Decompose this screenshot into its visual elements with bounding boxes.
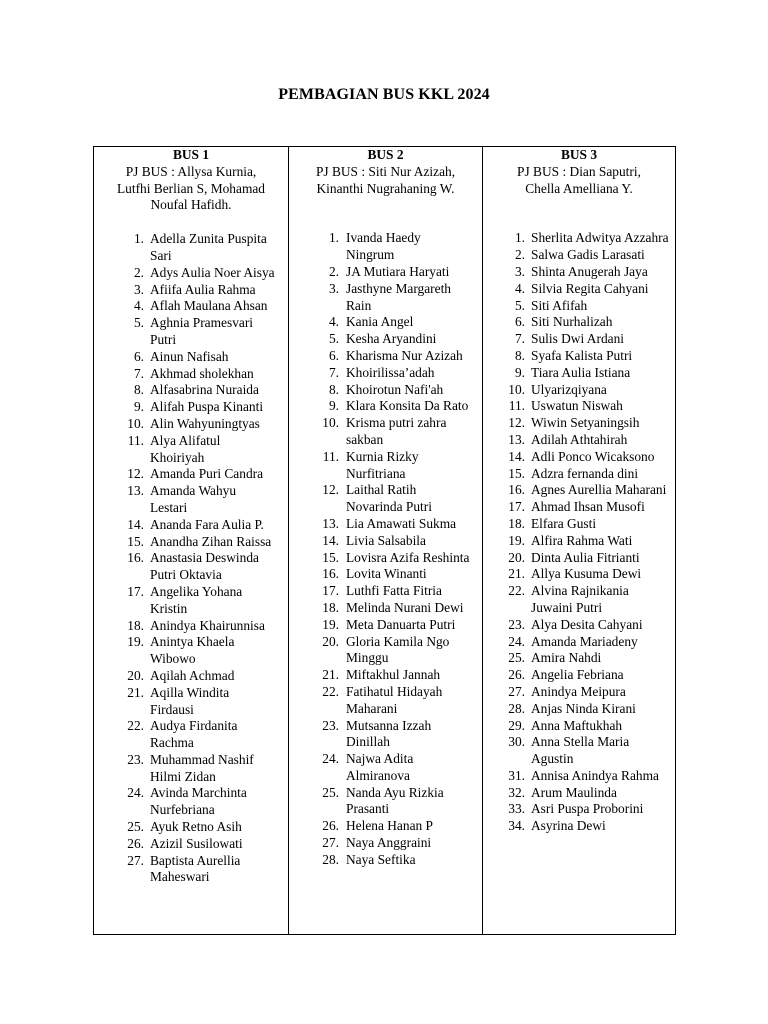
member-name: Jasthyne Margareth Rain <box>346 280 451 313</box>
list-item <box>311 264 482 281</box>
member-name: Ayuk Retno Asih <box>150 819 242 835</box>
member-name: Audya Firdanita Rachma <box>150 718 238 751</box>
list-item <box>497 583 675 617</box>
list-number: 1. <box>328 230 339 246</box>
list-number: 9. <box>514 364 525 380</box>
member-name: Avinda Marchinta Nurfebriana <box>150 785 247 818</box>
list-number: 15. <box>127 533 144 549</box>
member-name: Klara Konsita Da Rato <box>346 398 469 414</box>
member-list <box>289 230 482 868</box>
member-name: Ulyarizqiyana <box>531 381 607 397</box>
list-number: 17. <box>508 499 525 515</box>
member-name: Anintya Khaela Wibowo <box>150 634 235 667</box>
list-item <box>497 634 675 651</box>
list-item <box>311 533 482 550</box>
member-name: Meta Danuarta Putri <box>346 616 456 632</box>
list-item <box>497 314 675 331</box>
member-name: Anastasia Deswinda Putri Oktavia <box>150 550 259 583</box>
list-item <box>497 718 675 735</box>
list-item <box>116 517 288 534</box>
member-name: Adzra fernanda dini <box>531 465 639 481</box>
list-item <box>116 618 288 635</box>
list-number: 22. <box>322 683 339 699</box>
list-number: 12. <box>127 466 144 482</box>
list-number: 1. <box>133 231 144 247</box>
list-number: 26. <box>127 835 144 851</box>
list-item <box>311 835 482 852</box>
list-item <box>311 566 482 583</box>
list-number: 27. <box>508 683 525 699</box>
list-number: 3. <box>328 280 339 296</box>
list-number: 12. <box>508 415 525 431</box>
list-number: 34. <box>508 818 525 834</box>
member-name: Fatihatul Hidayah Maharani <box>346 683 443 716</box>
list-item <box>497 499 675 516</box>
member-name: Adli Ponco Wicaksono <box>531 448 655 464</box>
list-number: 24. <box>508 633 525 649</box>
list-item <box>116 853 288 887</box>
list-number: 25. <box>508 650 525 666</box>
list-number: 32. <box>508 784 525 800</box>
member-name: Alin Wahyuningtyas <box>150 415 260 431</box>
list-number: 22. <box>508 583 525 599</box>
list-item <box>116 399 288 416</box>
list-item <box>116 836 288 853</box>
list-item <box>311 331 482 348</box>
member-name: Baptista Aurellia Maheswari <box>150 852 241 885</box>
member-name: Asyrina Dewi <box>531 818 606 834</box>
member-name: Adys Aulia Noer Aisya <box>150 264 275 280</box>
pj-bus-line: PJ BUS : Siti Nur Azizah, <box>315 163 456 179</box>
list-item <box>116 366 288 383</box>
list-item <box>311 482 482 516</box>
list-number: 15. <box>322 549 339 565</box>
pj-bus-line: Noufal Hafidh. <box>150 197 232 213</box>
list-item <box>116 282 288 299</box>
list-item <box>497 331 675 348</box>
list-item <box>311 785 482 819</box>
list-number: 1. <box>514 230 525 246</box>
member-name: Adella Zunita Puspita Sari <box>150 231 267 263</box>
list-number: 11. <box>508 398 525 414</box>
member-name: JA Mutiara Haryati <box>346 263 450 279</box>
member-name: Adilah Athtahirah <box>531 431 628 447</box>
list-number: 20. <box>127 667 144 683</box>
list-number: 26. <box>508 667 525 683</box>
member-name: Kurnia Rizky Nurfitriana <box>346 448 419 481</box>
list-number: 6. <box>514 314 525 330</box>
list-item <box>311 382 482 399</box>
list-number: 33. <box>508 801 525 817</box>
list-item <box>311 583 482 600</box>
member-name: Akhmad sholekhan <box>150 365 254 381</box>
list-item <box>311 314 482 331</box>
bus-title: BUS 3 <box>560 147 598 162</box>
list-item <box>311 398 482 415</box>
list-number: 24. <box>322 751 339 767</box>
member-name: Siti Afifah <box>531 297 588 313</box>
member-name: Salwa Gadis Larasati <box>531 247 645 263</box>
list-number: 21. <box>322 667 339 683</box>
list-number: 19. <box>322 616 339 632</box>
list-item <box>497 566 675 583</box>
list-item <box>497 365 675 382</box>
member-name: Elfara Gusti <box>531 515 597 531</box>
member-list <box>94 231 288 886</box>
member-list <box>483 230 675 835</box>
list-number: 12. <box>322 482 339 498</box>
list-item <box>311 818 482 835</box>
member-name: Ahmad Ihsan Musofi <box>531 499 645 515</box>
member-name: Kania Angel <box>346 314 414 330</box>
list-item <box>311 230 482 264</box>
list-item <box>116 382 288 399</box>
member-name: Naya Seftika <box>346 851 416 867</box>
list-item <box>497 768 675 785</box>
member-name: Tiara Aulia Istiana <box>531 364 631 380</box>
list-item <box>116 785 288 819</box>
list-item <box>497 701 675 718</box>
list-number: 8. <box>328 381 339 397</box>
list-item <box>497 482 675 499</box>
member-name: Mutsanna Izzah Dinillah <box>346 717 432 750</box>
member-name: Anna Maftukhah <box>531 717 623 733</box>
member-name: Naya Anggraini <box>346 835 432 851</box>
list-number: 27. <box>322 835 339 851</box>
list-item <box>116 668 288 685</box>
list-number: 2. <box>328 263 339 279</box>
member-name: Laithal Ratih Novarinda Putri <box>346 482 432 515</box>
list-number: 4. <box>328 314 339 330</box>
member-name: Alvina Rajnikania Juwaini Putri <box>531 583 629 615</box>
member-name: Anindya Khairunnisa <box>150 617 265 633</box>
list-number: 27. <box>127 852 144 868</box>
list-number: 18. <box>508 515 525 531</box>
list-number: 23. <box>508 616 525 632</box>
member-name: Muhammad Nashif Hilmi Zidan <box>150 751 254 784</box>
list-number: 2. <box>133 264 144 280</box>
member-name: Amanda Mariadeny <box>531 633 638 649</box>
bus-column-2 <box>288 147 482 934</box>
list-item <box>497 415 675 432</box>
member-name: Livia Salsabila <box>346 532 426 548</box>
list-number: 8. <box>133 382 144 398</box>
list-number: 23. <box>322 717 339 733</box>
list-number: 24. <box>127 785 144 801</box>
list-number: 21. <box>127 684 144 700</box>
list-number: 6. <box>133 348 144 364</box>
list-number: 18. <box>127 617 144 633</box>
list-number: 20. <box>508 549 525 565</box>
bus-header <box>289 147 482 197</box>
member-name: Anindya Meipura <box>531 683 626 699</box>
member-name: Alya Desita Cahyani <box>531 616 643 632</box>
member-name: Alfira Rahma Wati <box>531 532 633 548</box>
list-number: 7. <box>133 365 144 381</box>
list-number: 6. <box>328 347 339 363</box>
pj-bus-line: Lutfhi Berlian S, Mohamad <box>116 180 266 196</box>
list-number: 17. <box>322 583 339 599</box>
member-name: Syafa Kalista Putri <box>531 347 633 363</box>
list-number: 8. <box>514 347 525 363</box>
member-name: Alfasabrina Nuraida <box>150 382 259 398</box>
member-name: Alifah Puspa Kinanti <box>150 399 264 415</box>
list-number: 29. <box>508 717 525 733</box>
list-item <box>497 550 675 567</box>
list-item <box>497 785 675 802</box>
list-item <box>497 734 675 768</box>
list-number: 16. <box>508 482 525 498</box>
list-item <box>311 667 482 684</box>
list-item <box>116 819 288 836</box>
member-name: Azizil Susilowati <box>150 835 243 851</box>
list-item <box>497 650 675 667</box>
list-number: 11. <box>127 432 144 448</box>
member-name: Lovisra Azifa Reshinta <box>346 549 470 565</box>
list-item <box>311 684 482 718</box>
list-item <box>116 534 288 551</box>
member-name: Ivanda Haedy Ningrum <box>346 230 421 263</box>
list-number: 14. <box>322 532 339 548</box>
list-item <box>497 298 675 315</box>
list-number: 25. <box>322 784 339 800</box>
list-item <box>311 365 482 382</box>
list-item <box>497 348 675 365</box>
bus-header <box>94 147 288 214</box>
list-item <box>497 818 675 835</box>
list-item <box>311 617 482 634</box>
member-name: Anna Stella Maria Agustin <box>531 734 630 767</box>
list-item <box>497 449 675 466</box>
list-item <box>116 265 288 282</box>
member-name: Allya Kusuma Dewi <box>531 566 642 582</box>
list-item <box>311 852 482 869</box>
list-number: 18. <box>322 599 339 615</box>
list-number: 14. <box>127 516 144 532</box>
list-item <box>497 281 675 298</box>
member-name: Melinda Nurani Dewi <box>346 599 464 615</box>
member-name: Afiifa Aulia Rahma <box>150 281 256 297</box>
list-number: 14. <box>508 448 525 464</box>
member-name: Aghnia Pramesvari Putri <box>150 315 254 347</box>
pj-bus-line: Chella Amelliana Y. <box>525 180 633 196</box>
list-number: 9. <box>328 398 339 414</box>
list-item <box>116 231 288 265</box>
bus-header <box>483 147 675 197</box>
list-number: 10. <box>127 415 144 431</box>
list-item <box>116 349 288 366</box>
list-number: 5. <box>328 331 339 347</box>
list-item <box>116 752 288 786</box>
list-number: 28. <box>322 851 339 867</box>
member-name: Agnes Aurellia Maharani <box>531 482 667 498</box>
list-item <box>311 348 482 365</box>
bus-column-1 <box>94 147 288 934</box>
member-name: Aqilla Windita Firdausi <box>150 684 230 717</box>
list-item <box>116 433 288 467</box>
pj-bus-line: PJ BUS : Allysa Kurnia, <box>125 163 257 179</box>
list-item <box>497 432 675 449</box>
list-number: 10. <box>322 415 339 431</box>
pj-bus-line: PJ BUS : Dian Saputri, <box>517 163 641 179</box>
list-item <box>311 634 482 668</box>
list-number: 11. <box>322 448 339 464</box>
list-item <box>311 516 482 533</box>
list-number: 5. <box>514 297 525 313</box>
member-name: Asri Puspa Proborini <box>531 801 644 817</box>
list-item <box>497 230 675 247</box>
list-number: 23. <box>127 751 144 767</box>
list-number: 4. <box>133 298 144 314</box>
list-item <box>116 466 288 483</box>
member-name: Ananda Fara Aulia P. <box>150 516 264 532</box>
list-item <box>497 684 675 701</box>
list-number: 21. <box>508 566 525 582</box>
member-name: Khoirilissa’adah <box>346 364 435 380</box>
list-number: 19. <box>127 634 144 650</box>
member-name: Alya Alifatul Khoiriyah <box>150 432 221 465</box>
member-name: Helena Hanan P <box>346 818 434 834</box>
member-name: Dinta Aulia Fitrianti <box>531 549 640 565</box>
member-name: Amanda Puri Candra <box>150 466 264 482</box>
list-item <box>497 264 675 281</box>
list-number: 19. <box>508 532 525 548</box>
list-number: 30. <box>508 734 525 750</box>
list-item <box>116 416 288 433</box>
list-number: 25. <box>127 819 144 835</box>
member-name: Kharisma Nur Azizah <box>346 347 463 363</box>
list-number: 10. <box>508 381 525 397</box>
member-name: Anjas Ninda Kirani <box>531 700 636 716</box>
member-name: Khoirotun Nafi'ah <box>346 381 444 397</box>
list-item <box>311 718 482 752</box>
list-item <box>116 685 288 719</box>
list-number: 16. <box>322 566 339 582</box>
list-item <box>116 298 288 315</box>
member-name: Angelia Febriana <box>531 667 624 683</box>
list-number: 2. <box>514 247 525 263</box>
list-number: 13. <box>127 483 144 499</box>
list-item <box>497 398 675 415</box>
list-item <box>497 466 675 483</box>
member-name: Nanda Ayu Rizkia Prasanti <box>346 784 444 817</box>
bus-title: BUS 1 <box>172 147 210 162</box>
document-title: PEMBAGIAN BUS KKL 2024 <box>278 86 490 103</box>
member-name: Anandha Zihan Raissa <box>150 533 272 549</box>
member-name: Krisma putri zahra sakban <box>346 415 447 447</box>
list-number: 3. <box>514 263 525 279</box>
list-number: 28. <box>508 700 525 716</box>
list-item <box>311 281 482 315</box>
list-item <box>116 718 288 752</box>
list-number: 16. <box>127 550 144 566</box>
list-item <box>497 516 675 533</box>
member-name: Uswatun Niswah <box>531 398 623 414</box>
list-number: 20. <box>322 633 339 649</box>
list-item <box>311 600 482 617</box>
member-name: Sherlita Adwitya Azzahra <box>531 230 669 246</box>
member-name: Luthfi Fatta Fitria <box>346 583 442 599</box>
list-number: 9. <box>133 399 144 415</box>
pj-bus-line: Kinanthi Nugrahaning W. <box>316 180 455 196</box>
list-number: 3. <box>133 281 144 297</box>
member-name: Amira Nahdi <box>531 650 602 666</box>
list-number: 13. <box>508 431 525 447</box>
bus-title: BUS 2 <box>367 147 404 162</box>
list-item <box>497 533 675 550</box>
member-name: Aflah Maulana Ahsan <box>150 298 268 314</box>
member-name: Siti Nurhalizah <box>531 314 613 330</box>
list-item <box>311 550 482 567</box>
list-number: 26. <box>322 818 339 834</box>
member-name: Amanda Wahyu Lestari <box>150 483 237 515</box>
member-name: Aqilah Achmad <box>150 667 235 683</box>
list-item <box>311 415 482 449</box>
member-name: Kesha Aryandini <box>346 331 437 347</box>
member-name: Arum Maulinda <box>531 784 617 800</box>
list-number: 31. <box>508 767 525 783</box>
list-item <box>116 584 288 618</box>
list-number: 4. <box>514 280 525 296</box>
list-item <box>311 449 482 483</box>
member-name: Lovita Winanti <box>346 566 427 582</box>
list-item <box>116 550 288 584</box>
list-item <box>116 483 288 517</box>
member-name: Angelika Yohana Kristin <box>150 583 243 616</box>
list-item <box>116 315 288 349</box>
bus-table <box>93 146 676 935</box>
member-name: Silvia Regita Cahyani <box>531 280 649 296</box>
list-item <box>497 801 675 818</box>
bus-column-3 <box>482 147 675 934</box>
list-item <box>116 634 288 668</box>
list-item <box>311 751 482 785</box>
member-name: Wiwin Setyaningsih <box>531 415 640 431</box>
list-number: 5. <box>133 315 144 331</box>
list-item <box>497 667 675 684</box>
member-name: Miftakhul Jannah <box>346 667 441 683</box>
member-name: Ainun Nafisah <box>150 348 229 364</box>
member-name: Sulis Dwi Ardani <box>531 331 624 347</box>
list-item <box>497 382 675 399</box>
list-number: 22. <box>127 718 144 734</box>
list-number: 15. <box>508 465 525 481</box>
list-number: 7. <box>514 331 525 347</box>
list-item <box>497 617 675 634</box>
member-name: Lia Amawati Sukma <box>346 515 457 531</box>
member-name: Shinta Anugerah Jaya <box>531 263 648 279</box>
list-item <box>497 247 675 264</box>
list-number: 13. <box>322 515 339 531</box>
member-name: Annisa Anindya Rahma <box>531 767 659 783</box>
member-name: Gloria Kamila Ngo Minggu <box>346 633 450 666</box>
list-number: 17. <box>127 583 144 599</box>
list-number: 7. <box>328 364 339 380</box>
member-name: Najwa Adita Almiranova <box>346 751 414 783</box>
